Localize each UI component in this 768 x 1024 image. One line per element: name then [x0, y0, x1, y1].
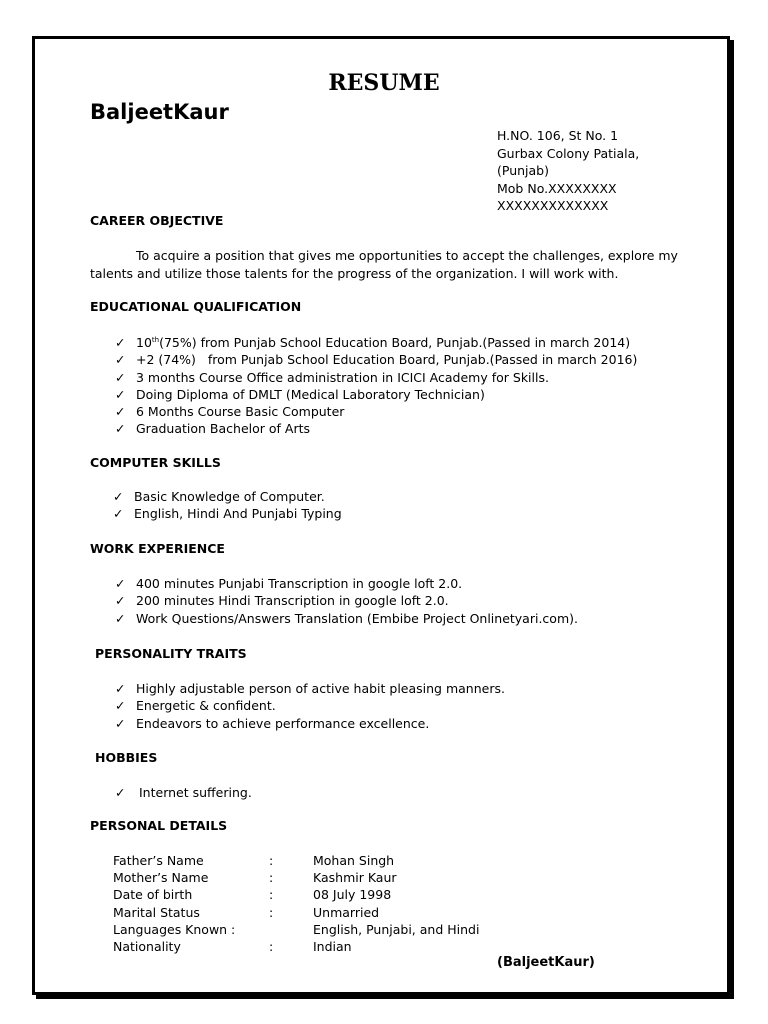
- personal-details-heading: PERSONAL DETAILS: [90, 818, 228, 833]
- check-icon: ✓: [115, 352, 126, 368]
- check-icon: ✓: [115, 681, 126, 696]
- personality-traits-heading: PERSONALITY TRAITS: [95, 646, 247, 661]
- list-item: ✓ Graduation Bachelor of Arts: [115, 421, 310, 437]
- table-row: [113, 938, 479, 955]
- address-block: [497, 127, 639, 215]
- detail-separator: :: [269, 887, 274, 903]
- check-icon: ✓: [115, 610, 126, 626]
- personal-details-table: [113, 852, 479, 955]
- detail-separator: :: [269, 939, 274, 955]
- list-item: ✓ Highly adjustable person of active habit pleasing manners.: [115, 681, 505, 696]
- hobbies-list: [115, 784, 252, 801]
- hobbies-heading: HOBBIES: [95, 750, 158, 765]
- list-item: ✓ 10th(75%) from Punjab School Education Board, Punjab.(Passed in march 2014): [115, 335, 631, 350]
- detail-separator: :: [269, 870, 274, 886]
- detail-label: Date of birth: [113, 887, 193, 903]
- check-icon: ✓: [115, 335, 126, 350]
- detail-value: English, Punjabi, and Hindi: [313, 921, 480, 937]
- document-title: RESUME: [328, 70, 440, 96]
- work-experience-heading: WORK EXPERIENCE: [90, 541, 225, 556]
- address-line: (Punjab): [497, 163, 549, 178]
- list-item: ✓ +2 (74%) from Punjab School Education Board, Punjab.(Passed in march 2016): [115, 352, 638, 368]
- check-icon: ✓: [115, 576, 126, 591]
- detail-value: Kashmir Kaur: [313, 870, 397, 886]
- check-icon: ✓: [113, 489, 124, 504]
- personality-traits-list: [115, 680, 505, 732]
- detail-value: Unmarried: [313, 904, 380, 920]
- detail-label: Marital Status: [113, 904, 200, 920]
- check-icon: ✓: [115, 369, 126, 385]
- table-row: [113, 904, 479, 921]
- detail-value: Indian: [313, 939, 352, 955]
- address-line: Gurbax Colony Patiala,: [497, 145, 640, 161]
- detail-label: Nationality: [113, 939, 181, 955]
- check-icon: ✓: [115, 715, 126, 731]
- address-line: H.NO. 106, St No. 1: [497, 128, 619, 143]
- list-item: ✓ Endeavors to achieve performance excellence.: [115, 715, 430, 731]
- list-item: ✓ Doing Diploma of DMLT (Medical Laboratory Technician): [115, 386, 485, 402]
- detail-label: Father’s Name: [113, 853, 204, 868]
- list-item: ✓ Work Questions/Answers Translation (Embibe Project Onlinetyari.com).: [115, 610, 578, 626]
- list-item: ✓ 3 months Course Office administration in ICICI Academy for Skills.: [115, 369, 549, 385]
- detail-separator: :: [269, 904, 274, 920]
- table-row: [113, 869, 479, 886]
- list-item: ✓ English, Hindi And Punjabi Typing: [113, 506, 342, 522]
- check-icon: ✓: [115, 593, 126, 609]
- detail-separator: :: [269, 853, 274, 868]
- mobile-number: Mob No.XXXXXXXX: [497, 180, 617, 196]
- table-row: [113, 852, 479, 869]
- career-objective-heading: CAREER OBJECTIVE: [90, 213, 224, 228]
- career-objective-text: To acquire a position that gives me opportunities to accept the challenges, explore my talents and utilize those talents for the progress of the organization. I will work with.: [90, 248, 678, 281]
- candidate-name: BaljeetKaur: [90, 100, 229, 124]
- education-heading: EDUCATIONAL QUALIFICATION: [90, 299, 302, 314]
- detail-value: 08 July 1998: [313, 887, 392, 903]
- computer-skills-heading: COMPUTER SKILLS: [90, 455, 221, 470]
- list-item: ✓ Internet suffering.: [115, 785, 252, 800]
- table-row: [113, 886, 479, 903]
- education-list: [115, 334, 637, 438]
- check-icon: ✓: [115, 404, 126, 420]
- detail-label: Mother’s Name: [113, 870, 209, 886]
- check-icon: ✓: [115, 386, 126, 402]
- list-item: ✓ Energetic & confident.: [115, 698, 276, 714]
- detail-separator: [269, 921, 313, 938]
- signature: (BaljeetKaur): [497, 955, 595, 970]
- check-icon: ✓: [113, 506, 124, 522]
- work-experience-list: [115, 575, 578, 627]
- detail-label: Languages Known :: [113, 921, 236, 937]
- list-item: ✓ 400 minutes Punjabi Transcription in google loft 2.0.: [115, 576, 463, 591]
- list-item: ✓ 200 minutes Hindi Transcription in google loft 2.0.: [115, 593, 449, 609]
- list-item: ✓ Basic Knowledge of Computer.: [113, 489, 325, 504]
- computer-skills-list: [113, 488, 342, 523]
- mobile-number-cont: XXXXXXXXXXXXX: [497, 198, 609, 213]
- check-icon: ✓: [115, 421, 126, 437]
- list-item: ✓ 6 Months Course Basic Computer: [115, 404, 345, 420]
- check-icon: ✓: [115, 698, 126, 714]
- check-icon: ✓: [115, 785, 126, 800]
- table-row: [113, 921, 479, 938]
- detail-value: Mohan Singh: [313, 853, 395, 868]
